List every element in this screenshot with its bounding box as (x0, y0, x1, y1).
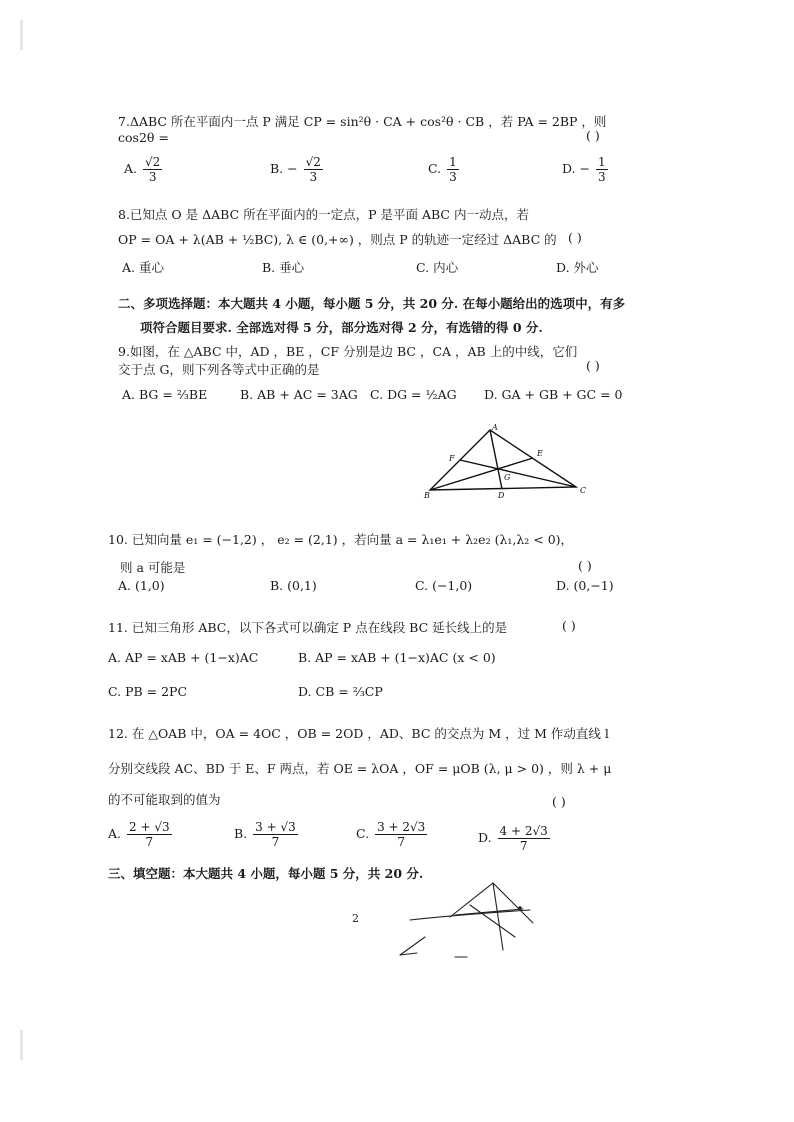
q12-stem: 12. 在 △OAB 中，OA = 4OC ，OB = 2OD ，AD、BC 的交点为 M ，过 M 作动直线 l (108, 726, 609, 741)
q7-option-c: C. $\frac{1}{3}$ (428, 155, 457, 184)
q12-stem-line2: 分别交线段 AC、BD 于 E、F 两点，若 OE = λOA ，OF = μOB (λ, μ > 0) ，则 λ + μ (108, 761, 612, 776)
q12-option-d: D. $\frac{4 + 2√3}{7}$ (478, 824, 548, 853)
hand-sketch-figure (395, 875, 555, 965)
q10-paren: ( ) (578, 558, 592, 573)
q10-stem: 10. 已知向量 e₁ = (−1,2) ， e₂ = (2,1) ，若向量 a = λ₁e₁ + λ₂e₂ (λ₁,λ₂ < 0)， (108, 532, 574, 547)
section-3-header: 三、填空题：本大题共 4 小题，每小题 5 分，共 20 分. (108, 866, 424, 881)
q12-option-b: B. $\frac{3 + √3}{7}$ (234, 820, 296, 849)
q10-stem-line2: 则 a 可能是 (120, 560, 186, 575)
q7-option-a: A. $\frac{√2}{3}$ (124, 155, 161, 184)
q7-stem: 7.ΔABC 所在平面内一点 P 满足 CP = sin²θ · CA + cos²θ · CB ，若 PA = 2BP ，则 (118, 114, 607, 129)
label-b: B (424, 491, 430, 500)
q9-option-c: C. DG = ½AG (370, 387, 457, 402)
q8-stem-line2: OP = OA + λ(AB + ½BC), λ ∈ (0,+∞) ，则点 P 的轨迹一定经过 ΔABC 的 (118, 232, 557, 247)
q11-option-a: A. AP = xAB + (1−x)AC (108, 650, 259, 665)
q7-paren: ( ) (586, 128, 600, 143)
q11-option-b: B. AP = xAB + (1−x)AC (x < 0) (298, 650, 496, 665)
q10-option-d: D. (0,−1) (556, 578, 614, 593)
q12-stem-line3: 的不可能取到的值为 (108, 792, 221, 807)
q7-stem-line2: cos2θ = (118, 130, 169, 145)
label-f: F (449, 454, 455, 463)
q11-paren: ( ) (562, 618, 576, 633)
q10-option-a: A. (1,0) (118, 578, 165, 593)
median-cf (460, 460, 576, 487)
median-ad (490, 430, 502, 489)
q12-option-a: A. $\frac{2 + √3}{7}$ (108, 820, 170, 849)
sketch-line-1 (410, 910, 530, 920)
q10-option-c: C. (−1,0) (415, 578, 473, 593)
q9-stem-line2: 交于点 G，则下列各等式中正确的是 (118, 362, 320, 377)
sketch-line-5 (455, 909, 523, 915)
q10-option-b: B. (0,1) (270, 578, 317, 593)
section-2-line1: 二、多项选择题：本大题共 4 小题，每小题 5 分，共 20 分. 在每小题给出的选项中，有多 (118, 296, 626, 311)
q8-option-a: A. 重心 (122, 260, 164, 275)
scan-edge-left-bottom (20, 1030, 23, 1060)
q12-option-c: C. $\frac{3 + 2√3}{7}$ (356, 820, 426, 849)
q9-option-b: B. AB + AC = 3AG (240, 387, 358, 402)
section-2-line2: 项符合题目要求. 全部选对得 5 分，部分选对得 2 分，有选错的得 0 分. (140, 320, 543, 335)
sketch-dot (518, 906, 522, 910)
q11-stem: 11. 已知三角形 ABC，以下各式可以确定 P 点在线段 BC 延长线上的是 (108, 620, 508, 635)
q9-triangle-figure (420, 420, 600, 500)
q11-option-d: D. CB = ⅔CP (298, 684, 383, 699)
q9-paren: ( ) (586, 358, 600, 373)
q8-option-c: C. 内心 (416, 260, 459, 275)
scan-edge-left (20, 20, 23, 50)
sketch-line-3 (493, 883, 503, 950)
label-g: G (504, 473, 511, 482)
q12-paren: ( ) (552, 794, 566, 809)
label-c: C (580, 486, 587, 495)
label-d: D (498, 491, 505, 500)
page-number: 2 (352, 912, 359, 925)
q8-stem: 8.已知点 O 是 ΔABC 所在平面内的一定点，P 是平面 ABC 内一动点，若 (118, 207, 529, 222)
sketch-line-6 (400, 937, 425, 955)
q8-option-d: D. 外心 (556, 260, 599, 275)
label-e: E (537, 449, 543, 458)
q8-paren: ( ) (568, 230, 582, 245)
q9-option-a: A. BG = ⅔BE (122, 387, 208, 402)
q11-option-c: C. PB = 2PC (108, 684, 188, 699)
sketch-line-2 (450, 883, 533, 923)
q9-option-d: D. GA + GB + GC = 0 (484, 387, 623, 402)
q7-option-b: B. − $\frac{√2}{3}$ (270, 155, 321, 184)
q8-option-b: B. 垂心 (262, 260, 305, 275)
q7-option-d: D. − $\frac{1}{3}$ (562, 155, 606, 184)
label-a: A (492, 423, 498, 432)
q9-stem: 9.如图，在 △ABC 中，AD ，BE ，CF 分别是边 BC ，CA ，AB 上的中线，它们 (118, 344, 578, 359)
